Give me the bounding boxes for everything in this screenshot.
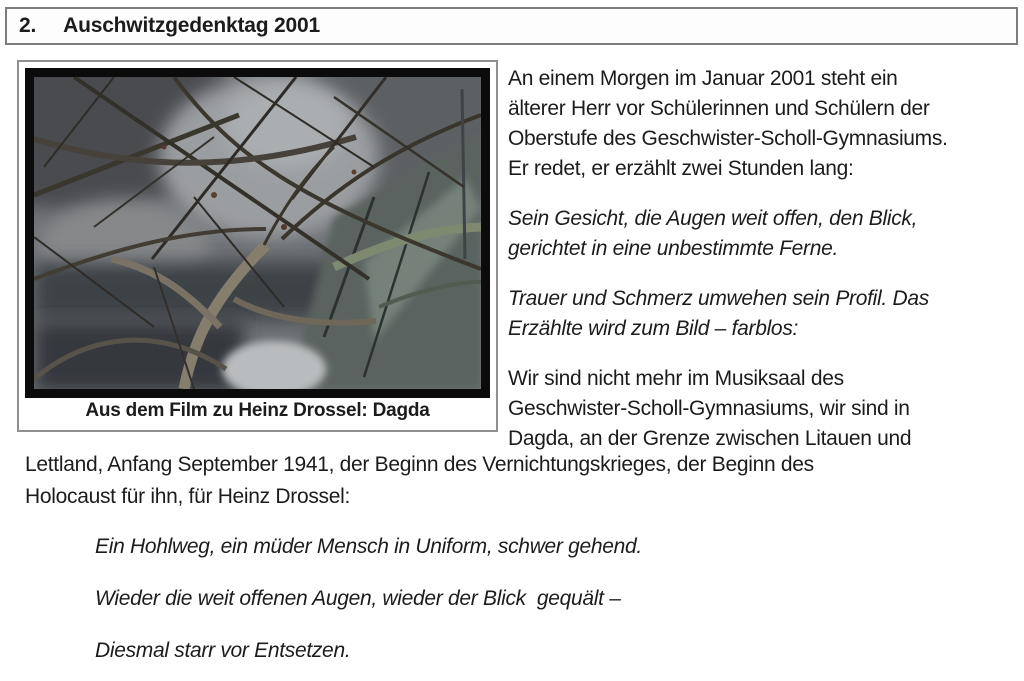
text-line: Holocaust für ihn, für Heinz Drossel: — [25, 485, 351, 508]
text-line: Geschwister-Scholl-Gymnasiums, wir sind in — [508, 397, 910, 420]
text-line: Dagda, an der Grenze zwischen Litauen und — [508, 427, 912, 450]
figure-caption: Aus dem Film zu Heinz Drossel: Dagda — [85, 400, 430, 421]
text-line: Trauer und Schmerz umwehen sein Profil. Das — [508, 287, 929, 310]
text-line: Sein Gesicht, die Augen weit offen, den Blick, — [508, 207, 918, 230]
quote-line-2: Wieder die weit offenen Augen, wieder der Blick gequält – — [95, 587, 621, 610]
article-column — [508, 64, 1018, 454]
text-line: Wir sind nicht mehr im Musiksaal des — [508, 367, 844, 390]
fullwidth-paragraph — [25, 449, 1020, 513]
section-header-box — [5, 7, 1018, 45]
quote-line-1: Ein Hohlweg, ein müder Mensch in Uniform, schwer gehend. — [95, 535, 642, 558]
section-number: 2. — [19, 14, 37, 37]
text-line: älterer Herr vor Schülerinnen und Schülern der — [508, 97, 930, 120]
text-line: Oberstufe des Geschwister-Scholl-Gymnasiums. — [508, 127, 948, 150]
text-line: Lettland, Anfang September 1941, der Beginn des Vernichtungskrieges, der Beginn des — [25, 453, 814, 476]
quote-line-3: Diesmal starr vor Entsetzen. — [95, 639, 351, 662]
text-line: Erzählte wird zum Bild – farblos: — [508, 317, 799, 340]
paragraph-dagda — [508, 364, 1018, 454]
quote-block — [95, 532, 995, 666]
paragraph-quote-face — [508, 204, 1018, 264]
paragraph-quote-grief — [508, 284, 1018, 344]
text-line: An einem Morgen im Januar 2001 steht ein — [508, 67, 898, 90]
film-figure — [17, 60, 498, 432]
photo-frame — [25, 68, 490, 398]
film-still-image — [34, 77, 481, 389]
section-title: Auschwitzgedenktag 2001 — [63, 14, 320, 37]
paragraph-intro — [508, 64, 1018, 184]
text-line: Er redet, er erzählt zwei Stunden lang: — [508, 157, 854, 180]
text-line: gerichtet in eine unbestimmte Ferne. — [508, 237, 839, 260]
